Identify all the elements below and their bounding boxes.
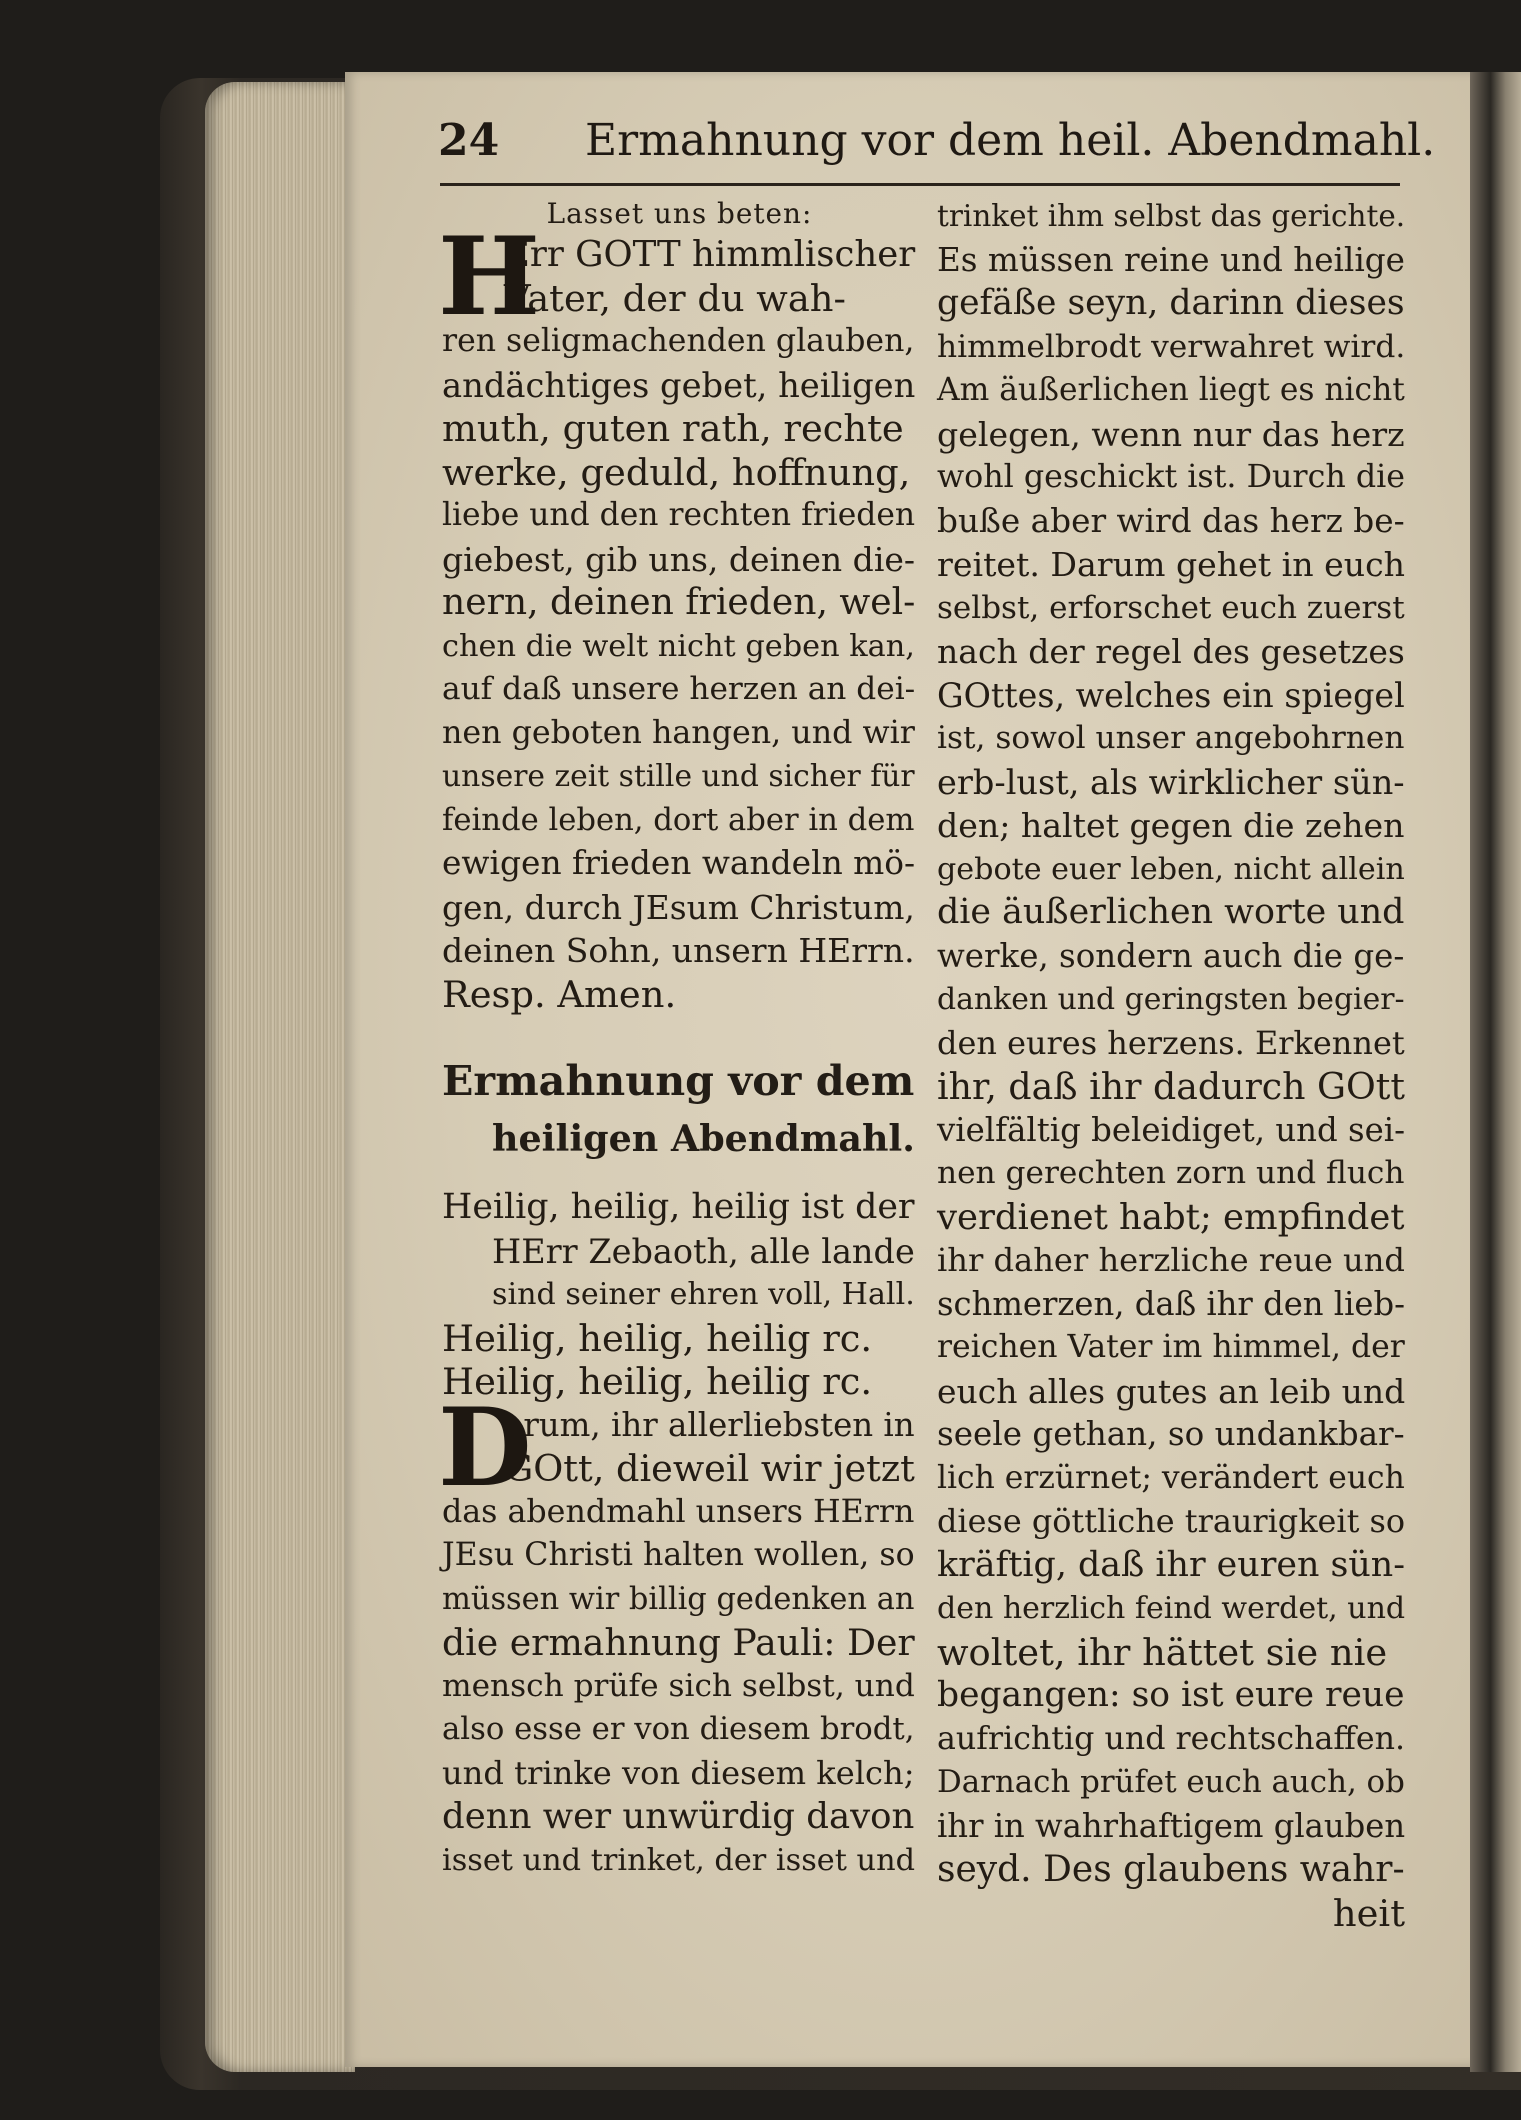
exhortation-line: müssen wir billig gedenken an <box>442 1581 915 1617</box>
body-line: reichen Vater im himmel, der <box>937 1329 1405 1365</box>
body-line: gelegen, wenn nur das herz <box>937 414 1405 454</box>
body-line: kräftig, daß ihr euren sün- <box>937 1544 1405 1585</box>
body-line: Am äußerlichen liegt es nicht <box>937 372 1405 408</box>
body-line: selbst, erforschet euch zuerst <box>937 589 1405 626</box>
body-line: den eures herzens. Erkennet <box>937 1023 1405 1062</box>
book-gutter <box>1470 72 1521 2072</box>
body-line: ihr in wahrhaftigem glauben <box>937 1806 1406 1845</box>
body-line: lich erzürnet; verändert euch <box>937 1459 1405 1496</box>
body-line: trinket ihm selbst das gerichte. <box>937 199 1406 233</box>
body-line: seele gethan, so undankbar- <box>937 1415 1405 1453</box>
prayer-line: ren seligmachenden glauben, <box>442 323 915 359</box>
prayer-line: Vater, der du wah- <box>504 276 846 320</box>
body-line: Darnach prüfet euch auch, ob <box>937 1764 1405 1800</box>
body-line: himmelbrodt verwahret wird. <box>937 328 1406 365</box>
body-line: seyd. Des glaubens wahr- <box>937 1849 1405 1890</box>
body-line: aufrichtig und rechtschaffen. <box>937 1720 1406 1757</box>
section-title: Ermahnung vor dem <box>442 1056 915 1105</box>
prayer-line: nen geboten hangen, und wir <box>442 714 915 751</box>
body-line: ihr, daß ihr dadurch GOtt <box>937 1065 1405 1108</box>
body-line: erb-lust, als wirklicher sün- <box>937 762 1405 802</box>
exhortation-line: und trinke von diesem kelch; <box>442 1753 915 1792</box>
prayer-line: Err GOTT himmlischer <box>504 234 916 275</box>
body-line: den; haltet gegen die zehen <box>937 806 1405 845</box>
body-line: danken und geringsten begier- <box>937 982 1405 1017</box>
prayer-line: chen die welt nicht geben kan, <box>442 628 915 664</box>
prayer-line: Resp. Amen. <box>442 972 677 1016</box>
exhortation-line: arum, ihr allerliebsten in <box>504 1405 915 1444</box>
right-column <box>937 195 1407 1935</box>
body-line: woltet, ihr hättet sie nie <box>937 1630 1388 1674</box>
body-line: die äußerlichen worte und <box>937 892 1405 932</box>
catchword: heit <box>1332 1891 1405 1935</box>
body-line: gefäße seyn, darinn dieses <box>937 283 1405 323</box>
body-line: wohl geschickt ist. Durch die <box>937 459 1406 495</box>
header-rule <box>440 183 1400 186</box>
prayer-block <box>438 214 917 1016</box>
prayer-caption: Lasset uns beten: <box>546 197 813 230</box>
body-line: vielfältig beleidiget, und sei- <box>937 1110 1406 1149</box>
prayer-line: deinen Sohn, unsern HErrn. <box>442 931 915 970</box>
body-line: nen gerechten zorn und fluch <box>937 1155 1405 1191</box>
page-edges <box>205 82 355 2072</box>
exhortation-line: also esse er von diesem brodt, <box>442 1712 915 1747</box>
body-line: begangen: so ist eure reue <box>937 1675 1405 1715</box>
body-line: ist, sowol unser angebohrnen <box>937 720 1405 756</box>
exhortation-line: denn wer unwürdig davon <box>442 1796 915 1837</box>
prayer-line: feinde leben, dort aber in dem <box>442 802 915 838</box>
body-line: Es müssen reine und heilige <box>937 240 1405 279</box>
prayer-line: andächtiges gebet, heiligen <box>442 365 916 405</box>
body-line: den herzlich feind werdet, und <box>937 1591 1406 1626</box>
running-title: Ermahnung vor dem heil. Abendmahl. <box>585 115 1436 166</box>
exhortation-dropcap: D <box>438 1384 532 1511</box>
prayer-line: unsere zeit stille und sicher für <box>442 759 915 794</box>
prayer-line: nern, deinen frieden, wel- <box>442 581 916 623</box>
sanctus-line: Heilig, heilig, heilig rc. <box>442 1360 873 1403</box>
exhortation-line: JEsu Christi halten wollen, so <box>442 1537 915 1573</box>
prayer-line: muth, guten rath, rechte <box>442 407 904 450</box>
section-gap <box>442 1016 917 1052</box>
prayer-line: gen, durch JEsum Christum, <box>442 887 915 927</box>
prayer-line: auf daß unsere herzen an dei- <box>442 671 916 707</box>
body-line: GOttes, welches ein spiegel <box>937 675 1405 715</box>
prayer-dropcap: H <box>438 214 541 340</box>
body-line: euch alles gutes an leib und <box>937 1371 1406 1411</box>
sanctus-line: Heilig, heilig, heilig rc. <box>442 1316 873 1360</box>
body-line: schmerzen, daß ihr den lieb- <box>937 1284 1406 1323</box>
exhortation-block <box>438 1384 917 1883</box>
body-line: reitet. Darum gehet in euch <box>937 545 1406 584</box>
body-line: ihr daher herzliche reue und <box>937 1241 1405 1279</box>
body-line: diese göttliche traurigkeit so <box>937 1502 1406 1540</box>
prayer-line: liebe und den rechten frieden <box>442 497 916 533</box>
sanctus-line: HErr Zebaoth, alle lande <box>492 1231 915 1271</box>
page-number: 24 <box>438 115 500 166</box>
body-line: buße aber wird das herz be- <box>937 501 1405 540</box>
sanctus-line: Heilig, heilig, heilig ist der <box>442 1187 915 1227</box>
prayer-line: giebest, gib uns, deinen die- <box>442 539 916 579</box>
sanctus-line: sind seiner ehren voll, Hall. <box>492 1277 915 1312</box>
prayer-line: werke, geduld, hoffnung, <box>442 450 911 494</box>
exhortation-line: GOtt, dieweil wir jetzt <box>504 1447 915 1490</box>
prayer-line: ewigen frieden wandeln mö- <box>442 844 916 882</box>
body-line: verdienet habt; empfindet <box>937 1196 1405 1238</box>
body-line: gebote euer leben, nicht allein <box>937 851 1405 887</box>
left-column <box>438 195 917 1882</box>
exhortation-line: die ermahnung Pauli: Der <box>442 1621 915 1664</box>
body-line: werke, sondern auch die ge- <box>937 936 1405 975</box>
exhortation-line: das abendmahl unsers HErrn <box>442 1493 915 1530</box>
body-line: nach der regel des gesetzes <box>937 632 1405 671</box>
exhortation-line: mensch prüfe sich selbst, und <box>442 1667 915 1704</box>
exhortation-line: isset und trinket, der isset und <box>442 1842 916 1878</box>
section-title: heiligen Abendmahl. <box>492 1117 915 1160</box>
section-gap <box>442 1168 917 1186</box>
